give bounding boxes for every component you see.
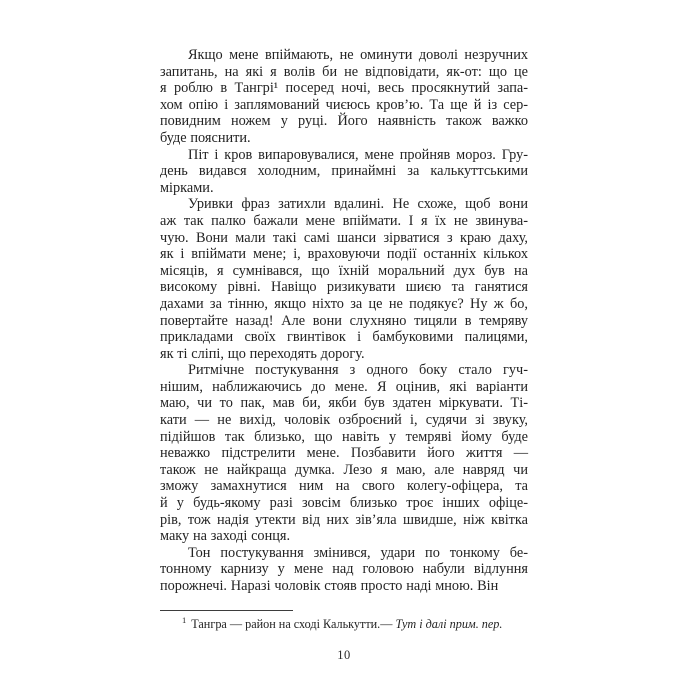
text-line: Якщо мене впіймають, не оминути доволі незручних xyxy=(188,47,528,63)
text-line: також не найкраща думка. Лезо я маю, але навряд чи xyxy=(160,461,528,478)
text-line: запитань, на які я волів би не відповідати, як-от: що це xyxy=(160,63,528,80)
text-line: повертайте назад! Але вони слухняно тицяли в темряву xyxy=(160,312,528,329)
text-line: маку на заході сонця. xyxy=(160,528,291,545)
body-text xyxy=(160,47,528,595)
text-line: Тон постукування змінився, удари по тонкому бе- xyxy=(188,544,528,561)
text-line: місяців, я сумнівався, що їхній моральний дух був на xyxy=(160,262,528,279)
footnote xyxy=(160,610,528,632)
footnote-text xyxy=(160,614,528,632)
text-line: повидним ножем у руці. Його наявність також важко xyxy=(160,113,528,130)
footnote-marker: 1 xyxy=(182,614,187,625)
text-line: тонному карнизу у мене над головою набули відлуння xyxy=(160,561,528,578)
text-line: я роблю в Тангрі¹ посеред ночі, весь просякнутий запа- xyxy=(160,80,528,97)
text-line: маю, чи то пак, мав би, якби був здатен міркувати. Ті- xyxy=(160,395,528,412)
text-line: Уривки фраз затихли вдалині. Не схоже, щоб вони xyxy=(188,196,528,213)
page-number: 10 xyxy=(337,648,351,662)
paragraph xyxy=(160,147,528,197)
text-line: хом опію і заплямований чиєюсь кров’ю. Та ще й із сер- xyxy=(160,96,528,113)
text-line: рів, тож надія утекти від них зів’яла швидше, ніж квітка xyxy=(160,511,528,528)
paragraph xyxy=(160,47,528,147)
text-line: й у будь-якому разі зовсім близько троє інших офіце- xyxy=(160,495,528,512)
text-line: день видався холодним, принаймні за калькуттськими xyxy=(160,163,528,180)
paragraph xyxy=(160,196,528,362)
text-line: порожнечі. Наразі чоловік стояв просто наді мною. Він xyxy=(160,578,499,594)
text-line: зможу замахнутися ним на свого колегу-офіцера, та xyxy=(160,478,528,495)
footnote-divider xyxy=(160,610,293,611)
paragraph xyxy=(160,362,528,545)
text-line: кати — не вихід, чоловік озброєний і, судячи зі звуку, xyxy=(160,412,528,429)
text-line: високому рівні. Навіщо ризикувати шиєю та ганятися xyxy=(160,279,528,296)
text-line: прикладами своїх гвинтівок і бамбуковими палицями, xyxy=(160,329,528,346)
footnote-italic-note: Тут і далі прим. пер. xyxy=(395,617,503,631)
paragraph xyxy=(160,545,528,595)
text-line: підійшов так близько, що навіть у темряві йому буде xyxy=(160,428,528,445)
text-line: буде пояснити. xyxy=(160,129,251,146)
text-line: Ритмічне постукування з одного боку стало гуч- xyxy=(188,362,528,379)
text-line: нішим, наближаючись до мене. Я оцінив, які варіанти xyxy=(160,378,528,395)
text-line: неважко підстрелити мене. Позбавити його життя — xyxy=(160,445,528,462)
text-line: аж так палко бажали мене впіймати. І я їх не звинува- xyxy=(160,212,528,229)
footnote-body: Тангра — район на сході Калькутти.— xyxy=(191,617,396,631)
text-line: дахами за тінню, якщо ніхто за це не подякує? Ну ж бо, xyxy=(160,295,528,312)
text-line: як ті сліпі, що переходять дорогу. xyxy=(160,345,365,362)
text-line: мірками. xyxy=(160,179,214,196)
text-line: чую. Вони мали такі самі шанси зірватися з краю даху, xyxy=(160,229,528,246)
text-line: як і впіймати мене; і, враховуючи події останніх кількох xyxy=(160,246,528,263)
text-line: Піт і кров випаровувалися, мене пройняв мороз. Гру- xyxy=(188,146,528,163)
